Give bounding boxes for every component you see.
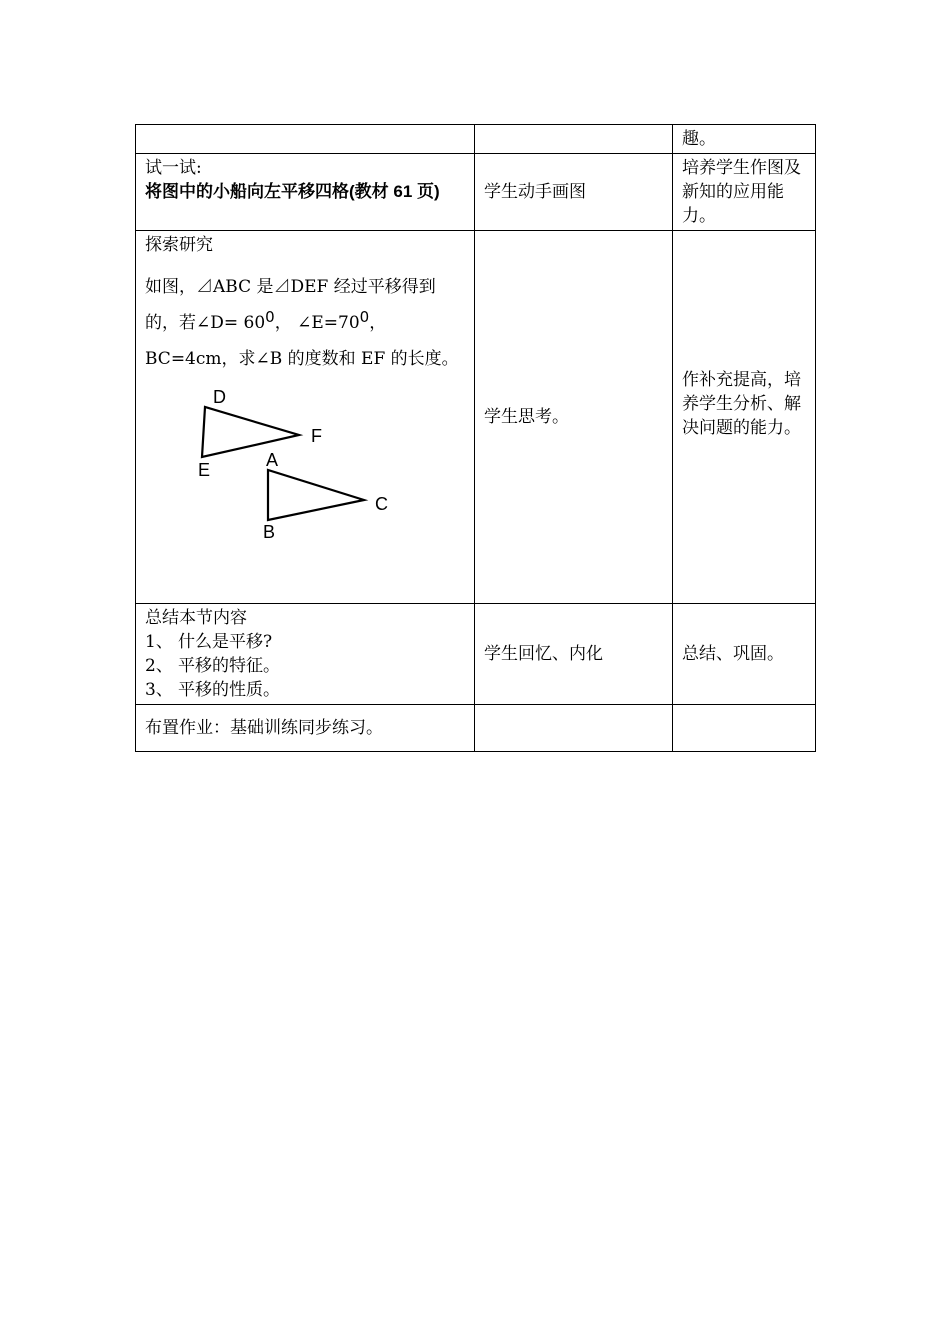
- section-heading: 总结本节内容: [145, 608, 247, 628]
- cell-goal: [673, 231, 816, 604]
- activity-label: 试一试:: [145, 158, 202, 178]
- cell-activity: [136, 154, 475, 231]
- vertex-label-f: F: [311, 426, 322, 446]
- cell-empty: [475, 125, 673, 154]
- triangle-abc: [268, 470, 364, 520]
- triangle-def: [202, 407, 299, 457]
- vertex-label-c: C: [375, 494, 388, 514]
- cell-activity: [136, 231, 475, 604]
- lesson-plan-table: [135, 124, 816, 752]
- cell-student-activity: 学生回忆、内化: [475, 604, 673, 705]
- cell-goal: 趣。: [673, 125, 816, 154]
- cell-activity: 布置作业：基础训练同步练习。: [136, 705, 475, 752]
- list-item: 2、 平移的特征。: [145, 656, 280, 676]
- student-activity-text: 学生思考。: [484, 407, 569, 427]
- cell-goal: 培养学生作图及新知的应用能力。: [673, 154, 816, 231]
- table-row: [136, 604, 816, 705]
- table-row: [136, 154, 816, 231]
- cell-student-activity: 学生动手画图: [475, 154, 673, 231]
- cell-empty: [673, 705, 816, 752]
- section-heading: 探索研究: [145, 235, 213, 255]
- cell-empty: [136, 125, 475, 154]
- vertex-label-a: A: [266, 450, 279, 470]
- list-item: 3、 平移的性质。: [145, 680, 280, 700]
- goal-text: 作补充提高，培养学生分析、解决问题的能力。: [682, 370, 801, 438]
- vertex-label-e: E: [198, 460, 211, 480]
- cell-empty: [475, 705, 673, 752]
- activity-task: 将图中的小船向左平移四格(教材 61 页): [145, 182, 440, 201]
- table-row: [136, 231, 816, 604]
- translation-figure: [136, 379, 456, 549]
- list-item: 1、 什么是平移?: [145, 632, 273, 652]
- vertex-label-d: D: [213, 387, 226, 407]
- cell-activity: [136, 604, 475, 705]
- problem-text: 如图，⊿ABC 是⊿DEF 经过平移得到的，若∠D= $60^0$， $\angle E=70^0$，BC=4cm，求∠B 的度数和 EF 的长度。: [145, 277, 459, 369]
- table-row: [136, 125, 816, 154]
- table-row: [136, 705, 816, 752]
- vertex-label-b: B: [263, 522, 276, 542]
- cell-goal: 总结、巩固。: [673, 604, 816, 705]
- cell-student-activity: [475, 231, 673, 604]
